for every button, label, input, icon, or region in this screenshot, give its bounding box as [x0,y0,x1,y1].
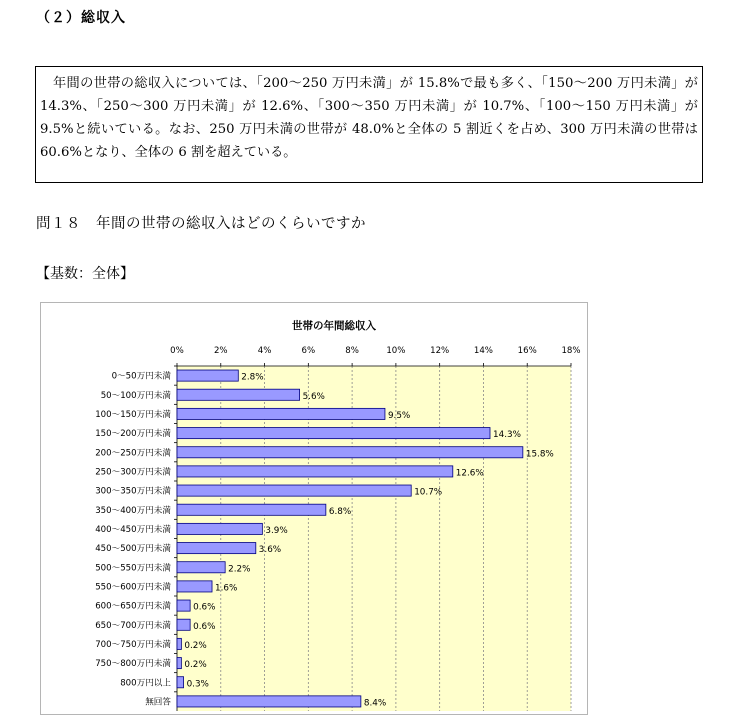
bar [177,447,523,458]
x-tick-label: 14% [473,346,493,356]
x-tick-label: 12% [430,346,450,356]
data-label: 0.6% [193,602,216,613]
x-tick-label: 18% [561,346,581,356]
data-label: 1.6% [215,583,238,594]
bar [177,562,225,573]
category-label: 300〜350万円未満 [95,486,171,497]
bar [177,619,190,630]
category-label: 650〜700万円未満 [95,620,171,631]
data-label: 0.3% [186,679,209,690]
bar [177,408,385,419]
bar [177,638,181,649]
data-label: 10.7% [414,487,443,498]
category-label: 700〜750万円未満 [95,639,171,650]
bar [177,485,411,496]
bar [177,466,453,477]
data-label: 8.4% [363,698,387,709]
x-tick-label: 0% [170,346,184,356]
data-label: 2.8% [241,372,264,383]
x-tick-label: 16% [517,346,537,356]
x-tick-label: 6% [301,346,316,356]
data-label: 5.6% [302,391,325,402]
data-label: 2.2% [228,564,251,575]
category-label: 0〜50万円未満 [111,371,171,382]
data-label: 3.9% [265,525,288,536]
bar [177,677,184,688]
category-label: 150〜200万円未満 [95,429,171,440]
plot-area [95,346,580,711]
bar [177,428,490,439]
data-label: 15.8% [525,449,554,460]
x-tick-label: 4% [257,346,272,356]
category-label: 350〜400万円未満 [95,505,171,516]
data-label: 0.6% [193,621,216,632]
bar [177,370,238,381]
chart-frame [40,302,588,715]
chart-title: 世帯の年間総収入 [292,320,376,332]
bar [177,389,300,400]
data-label: 14.3% [493,430,521,441]
category-label: 750〜800万円未満 [95,659,171,670]
bar-chart [41,303,587,714]
bar [177,543,256,554]
bar [177,696,361,707]
category-label: 無回答 [145,697,171,708]
bar [177,504,326,515]
category-label: 100〜150万円未満 [95,409,171,420]
category-label: 550〜600万円未満 [95,582,171,593]
bar [177,658,181,669]
data-label: 6.8% [328,506,352,517]
bar [177,600,190,611]
section-title: （２）総収入 [36,10,126,26]
x-tick-label: 8% [345,346,359,356]
x-tick-label: 10% [386,346,406,356]
base-label: 【基数：全体】 [36,266,134,282]
category-label: 400〜450万円未満 [95,524,171,535]
category-label: 200〜250万円未満 [95,448,171,459]
question-text: 問１８ 年間の世帯の総収入はどのくらいですか [36,216,366,232]
summary-box [35,66,703,183]
category-label: 800万円以上 [120,678,171,689]
summary-text: 年間の世帯の総収入については、「200〜250 万円未満」が 15.8%で最も多く、「150〜200 万円未満」が 14.3%、「250〜300 万円未満」が 12.6%、「300〜350 万円未満」が 10.7%、「100〜150 万円未満」が 9.5%と続いている。なお、250 万円未満の世帯が 48.0%と全体の 5 割近くを占め、300 万円未満の世帯は 60.6%となり、全体の 6 割を超えている。 [40,76,698,160]
category-label: 600〜650万円未満 [95,601,171,612]
data-label: 0.2% [184,660,207,671]
bar [177,581,212,592]
category-label: 450〜500万円未満 [95,544,171,555]
x-tick-label: 2% [213,346,228,356]
bar [177,523,262,534]
category-label: 50〜100万円未満 [100,390,171,401]
data-label: 9.5% [387,410,411,421]
category-label: 500〜550万円未満 [95,563,171,574]
data-label: 12.6% [455,468,484,479]
category-label: 250〜300万円未満 [95,467,171,478]
data-label: 3.6% [258,545,282,556]
data-label: 0.2% [184,640,207,651]
